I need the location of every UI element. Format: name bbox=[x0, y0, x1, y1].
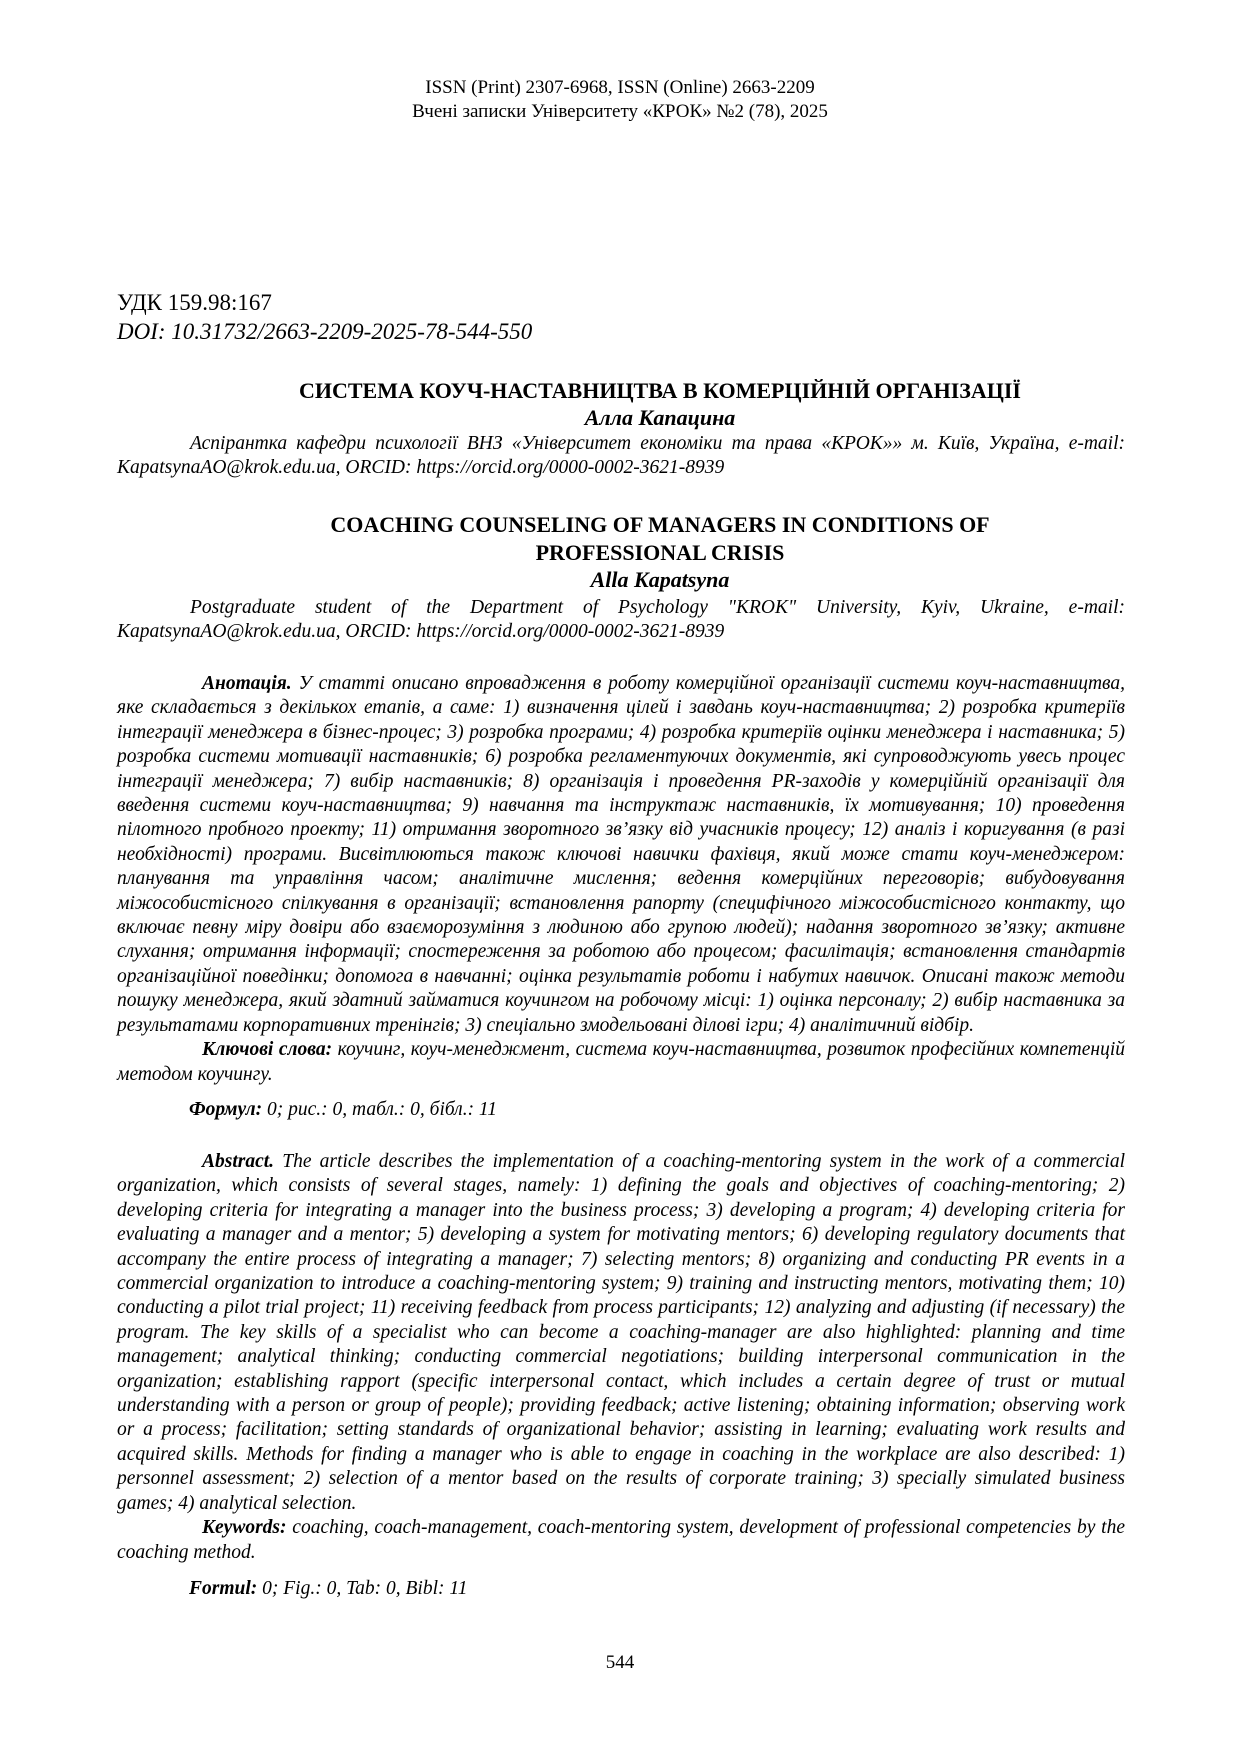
journal-title: Вчені записки Університету «КРОК» №2 (78), 2025 bbox=[412, 101, 828, 122]
formulas-ua-text: 0; рис.: 0, табл.: 0, бібл.: 11 bbox=[266, 1099, 497, 1120]
udk-code: УДК 159.98:167 bbox=[117, 290, 272, 315]
abstract-en-section bbox=[117, 1150, 1125, 1565]
keywords-en-text: coaching, coach-management, coach-mentoring system, development of professional competencies by the coaching method. bbox=[117, 1517, 1126, 1563]
abstract-text: The article describes the implementation of a coaching-mentoring system in the work of a commercial organization, which consists of several stages, namely: 1) defining the goals and objectives of coaching-mentoring; 2) developing criteria for integrating a manager into the business process; 3) developing a program; 4) developing criteria for evaluating a manager and a mentor; 5) developing a system for motivating mentors; 6) developing regulatory documents that accompany the entire process of integrating a manager; 7) selecting mentors; 8) organizing and conducting PR events in a commercial organization to introduce a coaching-mentoring system; 9) training and instructing mentors, motivating them; 10) conducting a pilot trial project; 11) receiving feedback from process participants; 12) analyzing and adjusting (if necessary) the program. The key skills of a specialist who can become a coaching-manager are also highlighted: planning and time management; analytical thinking; conducting commercial negotiations; building interpersonal communication in the organization; establishing rapport (specific interpersonal contact, which includes a certain degree of trust or mutual understanding with a person or group of people); providing feedback; active listening; obtaining information; observing work or a process; facilitation; setting standards of organizational behavior; assisting in learning; evaluating work results and acquired skills. Methods for finding a manager who is able to engage in coaching in the workplace are also described: 1) personnel assessment; 2) selection of a mentor based on the results of corporate training; 3) specially simulated business games; 4) analytical selection. bbox=[117, 1151, 1126, 1514]
article-title-en-line2: PROFESSIONAL CRISIS bbox=[535, 540, 785, 565]
formulas-en bbox=[189, 1577, 467, 1601]
page-number: 544 bbox=[605, 1652, 635, 1673]
keywords-en bbox=[117, 1516, 1125, 1565]
journal-issn: ISSN (Print) 2307-6968, ISSN (Online) 2663-2209 bbox=[425, 77, 815, 98]
annotation-text: У статті описано впровадження в роботу комерційної організації системи коуч-наставництва, яке складається з декількох етапів, а саме: 1) визначення цілей і завдань коуч-наставництва; 2) розробка критеріїв інтеграції менеджера в бізнес-процес; 3) розробка програми; 4) розробка критеріїв оцінки менеджера і наставника; 5) розробка системи мотивації наставників; 6) розробка регламентуючих документів, які супроводжують увесь процес інтеграції менеджера; 7) вибір наставників; 8) організація і проведення PR-заходів у комерційній організації для введення системи коуч-наставництва; 9) навчання та інструктаж наставників, їх мотивування; 10) проведення пілотного пробного проекту; 11) отримання зворотного зв’язку від учасників процесу; 12) аналіз і коригування (в разі необхідності) програми. Висвітлюються також ключові навички фахівця, який може стати коуч-менеджером: планування та управління часом; аналітичне мислення; ведення комерційних переговорів; вибудовування міжособистісного спілкування в організації; встановлення рапорту (специфічного міжособистісного контакту, що включає певну міру довіри або взаєморозуміння з людиною або групою людей); надання зворотного зв’язку; активне слухання; отримання інформації; спостереження за роботою або процесом; фасилітація; встановлення стандартів організаційної поведінки; допомога в навчанні; оцінка результатів роботи і набутих навичок. Описані також методи пошуку менеджера, який здатний займатися коучингом на робочому місці: 1) оцінка персоналу; 2) вибір наставника за результатами корпоративних тренінгів; 3) спеціально змодельовані ділові ігри; 4) аналітичний відбір. bbox=[117, 673, 1126, 1036]
keywords-ua bbox=[117, 1038, 1125, 1087]
author-en: Alla Kapatsyna bbox=[590, 567, 730, 592]
abstract-label: Abstract. bbox=[202, 1151, 275, 1172]
keywords-ua-label: Ключові слова: bbox=[202, 1039, 333, 1061]
keywords-ua-text: коучинг, коуч-менеджмент, система коуч-наставництва, розвиток професійних компетенцій методом коучингу. bbox=[117, 1039, 1125, 1085]
author-ua: Алла Капацина bbox=[584, 405, 736, 430]
article-title-ua: СИСТЕМА КОУЧ-НАСТАВНИЦТВА В КОМЕРЦІЙНІЙ ОРГАНІЗАЦІЇ bbox=[299, 378, 1021, 403]
formulas-ua bbox=[189, 1098, 497, 1122]
article-title-en-line1: COACHING COUNSELING OF MANAGERS IN CONDITIONS OF bbox=[330, 512, 990, 537]
formulas-en-text: 0; Fig.: 0, Tab: 0, Bibl: 11 bbox=[262, 1578, 468, 1599]
annotation-ua bbox=[117, 672, 1125, 1038]
keywords-en-label: Keywords: bbox=[202, 1517, 287, 1539]
abstract-en bbox=[117, 1150, 1125, 1516]
affiliation-en: Postgraduate student of the Department of Psychology "KROK" University, Kyiv, Ukraine, e-mail: KapatsynaAO@krok.edu.ua, ORCID: https://orcid.org/0000-0002-3621-8939 bbox=[117, 597, 1125, 642]
formulas-ua-label: Формул: bbox=[189, 1099, 263, 1120]
annotation-label: Анотація. bbox=[202, 673, 292, 694]
doi: DOI: 10.31732/2663-2209-2025-78-544-550 bbox=[117, 319, 533, 344]
affiliation-ua: Аспірантка кафедри психології ВНЗ «Університет економіки та права «КРОК»» м. Київ, Україна, e-mail: KapatsynaAO@krok.edu.ua, ORCID: https://orcid.org/0000-0002-3621-8939 bbox=[117, 433, 1125, 478]
annotation-ua-section bbox=[117, 672, 1125, 1087]
formulas-en-label: Formul: bbox=[189, 1578, 258, 1599]
